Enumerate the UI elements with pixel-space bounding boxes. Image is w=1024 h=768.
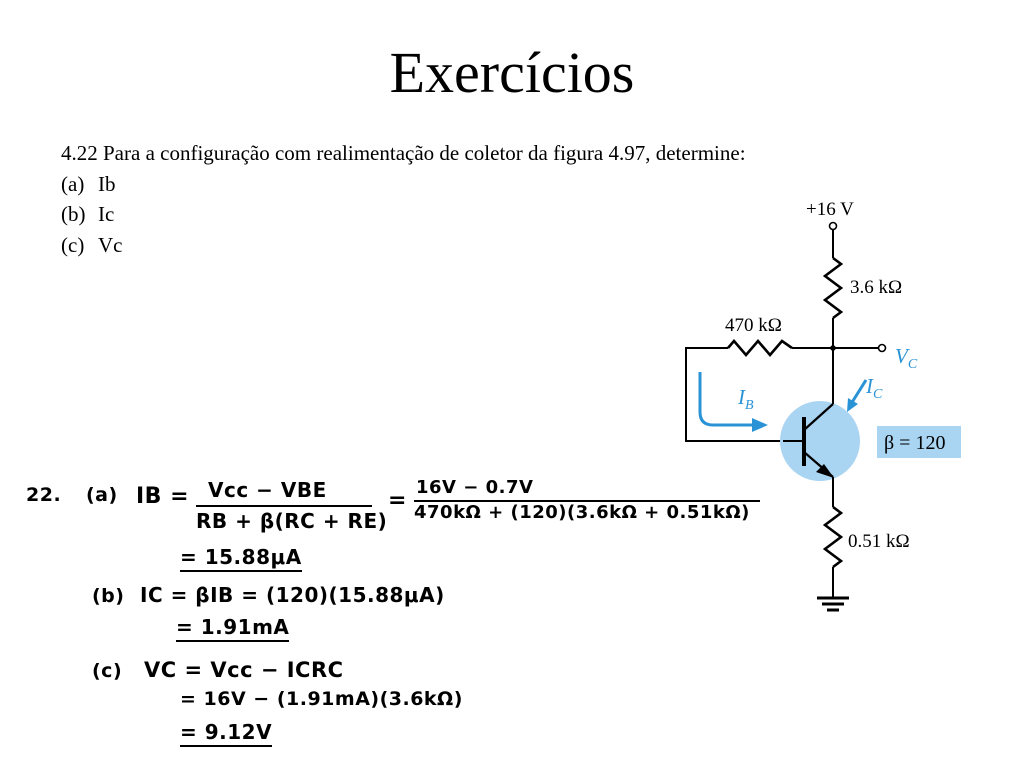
part-a-denominator: RB + β(RC + RE) <box>196 509 388 533</box>
part-b-result <box>176 615 289 639</box>
supply-label: +16 V <box>806 199 854 220</box>
ic-arrow <box>851 380 866 404</box>
item-text: Ic <box>98 202 115 226</box>
vc-terminal <box>879 345 886 352</box>
part-a-label: (a) <box>86 484 118 506</box>
solution-number: 22. <box>26 484 62 506</box>
part-c-equation: VC = Vcc − ICRC <box>144 658 344 682</box>
result-ic: = 1.91mA <box>176 615 289 642</box>
item-letter: (a) <box>61 171 85 196</box>
vc-label: $V_C$ <box>895 344 918 372</box>
ic-label: $I_C$ <box>866 374 883 402</box>
ib-label: $I_B$ <box>738 385 754 413</box>
rc-label: 3.6 kΩ <box>850 277 903 298</box>
part-a-denominator-values: 470kΩ + (120)(3.6kΩ + 0.51kΩ) <box>414 502 750 523</box>
part-a-numerator-values: 16V − 0.7V <box>416 477 534 498</box>
equals-sign: = <box>388 488 407 513</box>
result-ib: = 15.88μA <box>180 545 302 572</box>
item-text: Ib <box>98 171 116 196</box>
item-letter: (b) <box>61 202 86 226</box>
result-vc: = 9.12V <box>180 720 272 747</box>
beta-label: β = 120 <box>884 432 946 454</box>
part-b-label: (b) <box>92 585 125 607</box>
part-c-label: (c) <box>92 660 123 682</box>
part-a-result <box>180 545 302 569</box>
question-prompt: 4.22 Para a configuração com realimentação de coletor da figura 4.97, determine: <box>61 141 746 165</box>
re-resistor <box>825 507 841 567</box>
rb-label: 470 kΩ <box>725 315 782 336</box>
part-a-lhs: IB = <box>136 484 190 509</box>
slide-title: Exercícios <box>389 40 635 105</box>
fraction-line <box>196 505 372 507</box>
part-c-result <box>180 720 272 744</box>
part-a-numerator: Vcc − VBE <box>208 478 327 502</box>
ib-arrowhead <box>752 418 768 432</box>
item-letter: (c) <box>61 232 85 257</box>
rb-resistor <box>728 341 792 355</box>
item-text: Vc <box>98 232 123 257</box>
part-c-values: = 16V − (1.91mA)(3.6kΩ) <box>180 688 463 710</box>
rc-resistor <box>825 258 841 318</box>
part-b-equation: IC = βIB = (120)(15.88μA) <box>140 583 445 607</box>
supply-terminal <box>830 223 837 230</box>
re-label: 0.51 kΩ <box>848 531 910 552</box>
